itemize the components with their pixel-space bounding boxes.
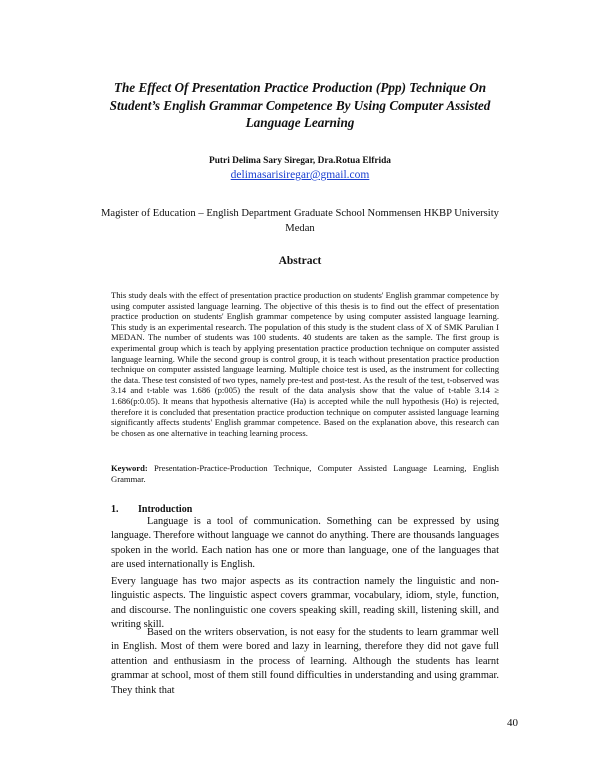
author-names: Putri Delima Sary Siregar, Dra.Rotua Elfrida	[208, 156, 391, 166]
keywords	[111, 463, 499, 485]
body-paragraph-1: Language is a tool of communication. Something can be expressed by using language. Therefore without language we cannot do anything. There are thousands languages spoken in the world. Each nation has one or more than language, one of the languages that are used internationally is English.	[111, 516, 499, 571]
paper-title: The Effect Of Presentation Practice Production (Ppp) Technique On Student’s English Grammar Competence By Using Computer Assisted Language Learning	[109, 80, 491, 130]
page-number: 40	[507, 717, 518, 729]
body-paragraph-3: Based on the writers observation, is not easy for the students to learn grammar well in English. Most of them were bored and lazy in learning, therefore they did not gave full attention and enthusiasm in the process of learning. Although the students has learnt grammar at school, most of them still found difficulties in understanding and using grammar. They think that	[111, 627, 499, 696]
abstract-heading: Abstract	[278, 255, 322, 267]
keyword-text: Presentation-Practice-Production Technique, Computer Assisted Language Learning, English Grammar.	[111, 463, 499, 484]
body-paragraph-2: Every language has two major aspects as its contraction namely the linguistic and non-linguistic aspects. The linguistic aspect covers grammar, vocabulary, idiom, style, function, and discourse. The nonlinguistic one covers speaking skill, reading skill, listening skill, and writing skill.	[111, 576, 499, 631]
abstract-text: This study deals with the effect of presentation practice production on students' English grammar competence by using computer assisted language learning. The objective of this thesis is to find out the effect of presentation practice production on students' English grammar competence by using computer assisted language learning. This study is an experimental research. The population of this study is the student class of X of SMK Parulian I MEDAN. The number of students was 100 students. 40 students are taken as the sample. The first group is experimental group which is teach by applying presentation practice production technique on computer assisted language learning. While the second group is control group, it is teach without presentation practice production technique on computer assisted language learning. Multiple choice test is used, as the instrument for collecting the data. These test consisted of two types, namely pre-test and post-test. As the result of the test, t-observed was 3.14 and t-table was 1.686 (p:005) the result of the data analysis show that the value of t-table 3.14 ≥ 1.686(p:0.05). It means that hypothesis alternative (Ha) is accepted while the null hypothesis (Ho) is rejected, therefore it is concluded that presentation practice production technique on computer assisted language learning significantly affects students' English grammar competence. Based on the explanation above, this research can be chosen as one alternative in teaching learning process.	[111, 290, 499, 438]
keyword-label: Keyword:	[111, 463, 148, 473]
author-email-link[interactable]: delimasarisiregar@gmail.com	[230, 169, 370, 181]
section-title: Introduction	[138, 504, 193, 515]
section-number: 1.	[111, 504, 119, 515]
affiliation: Magister of Education – English Department Graduate School Nommensen HKBP University Medan	[101, 208, 499, 234]
